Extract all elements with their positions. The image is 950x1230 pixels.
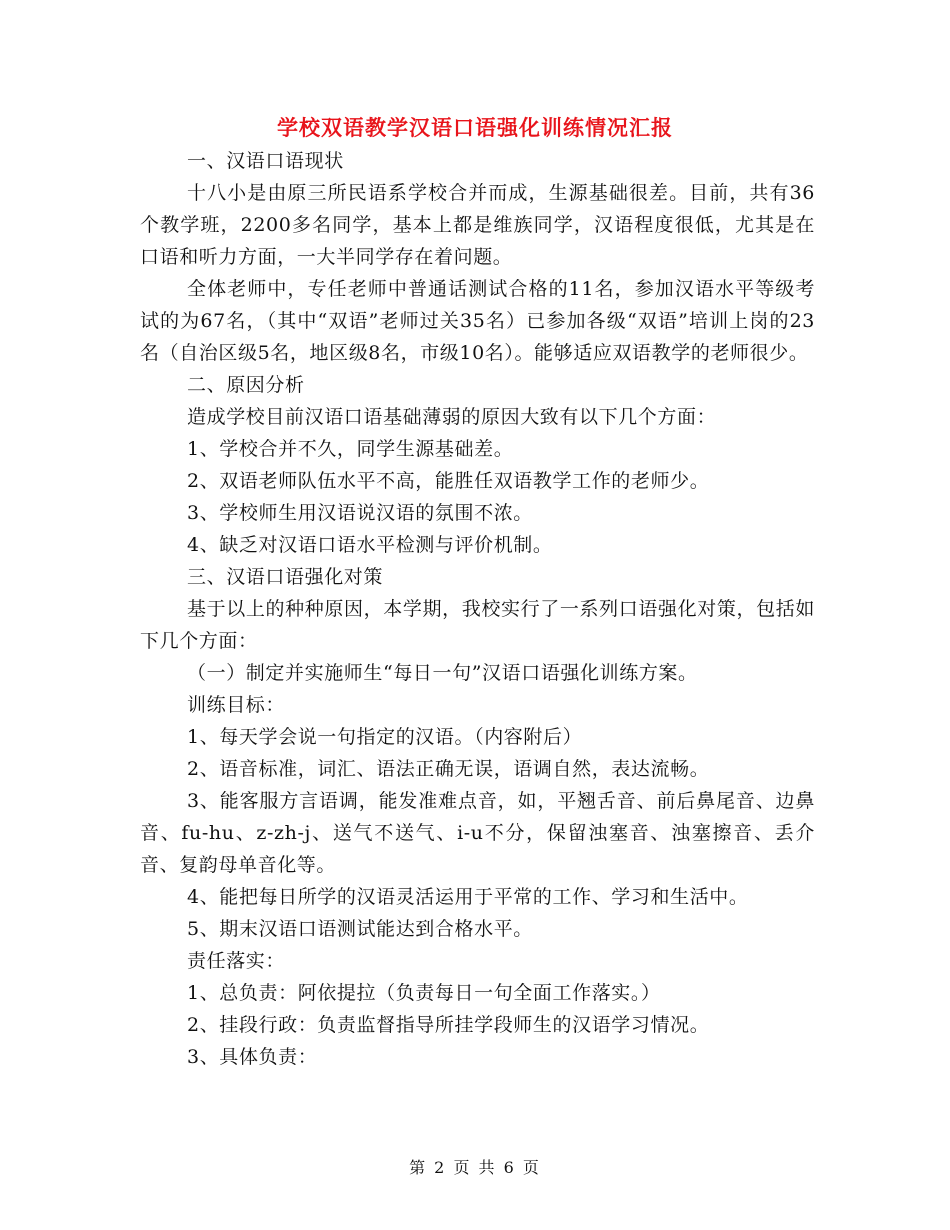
paragraph: 十八小是由原三所民语系学校合并而成，生源基础很差。目前，共有36个教学班，2200多名同学，基本上都是维族同学，汉语程度很低，尤其是在口语和听力方面，一大半同学存在着问题。 — [140, 182, 815, 268]
document-body — [140, 145, 815, 1073]
list-item: 3、具体负责： — [187, 1046, 318, 1068]
paragraph: 造成学校目前汉语口语基础薄弱的原因大致有以下几个方面： — [187, 406, 717, 428]
list-item: 4、能把每日所学的汉语灵活运用于平常的工作、学习和生活中。 — [187, 886, 749, 908]
section-heading: 一、汉语口语现状 — [187, 150, 344, 172]
list-item: 2、语音标准，词汇、语法正确无误，语调自然，表达流畅。 — [187, 758, 710, 780]
section-heading: 三、汉语口语强化对策 — [187, 566, 384, 588]
list-item: 5、期末汉语口语测试能达到合格水平。 — [187, 918, 533, 940]
paragraph: 全体老师中，专任老师中普通话测试合格的11名，参加汉语水平等级考试的为67名，（其中“双语”老师过关35名）已参加各级“双语”培训上岗的23名（自治区级5名，地区级8名，市级10名）。能够适应双语教学的老师很少。 — [140, 278, 815, 364]
list-item: 2、双语老师队伍水平不高，能胜任双语教学工作的老师少。 — [187, 470, 710, 492]
document-title: 学校双语教学汉语口语强化训练情况汇报 — [277, 115, 673, 140]
list-item: 3、能客服方言语调，能发准难点音，如，平翘舌音、前后鼻尾音、边鼻音、fu-hu、z-zh-j、送气不送气、i-u不分，保留浊塞音、浊塞擦音、丢介音、复韵母单音化等。 — [140, 790, 815, 876]
list-item: 1、总负责：阿依提拉（负责每日一句全面工作落实。） — [187, 982, 661, 1004]
page-number: 第 2 页 共 6 页 — [409, 1158, 541, 1177]
list-item: 1、学校合并不久，同学生源基础差。 — [187, 438, 514, 460]
list-item: 2、挂段行政：负责监督指导所挂学段师生的汉语学习情况。 — [187, 1014, 710, 1036]
paragraph: 训练目标： — [187, 694, 286, 716]
list-item: 1、每天学会说一句指定的汉语。（内容附后） — [187, 726, 583, 748]
list-item: 3、学校师生用汉语说汉语的氛围不浓。 — [187, 502, 533, 524]
paragraph: 基于以上的种种原因，本学期，我校实行了一系列口语强化对策，包括如下几个方面： — [140, 598, 815, 652]
paragraph: 责任落实： — [187, 950, 286, 972]
section-heading: 二、原因分析 — [187, 374, 305, 396]
list-item: 4、缺乏对汉语口语水平检测与评价机制。 — [187, 534, 553, 556]
subsection-heading: （一）制定并实施师生“每日一句”汉语口语强化训练方案。 — [187, 662, 698, 684]
